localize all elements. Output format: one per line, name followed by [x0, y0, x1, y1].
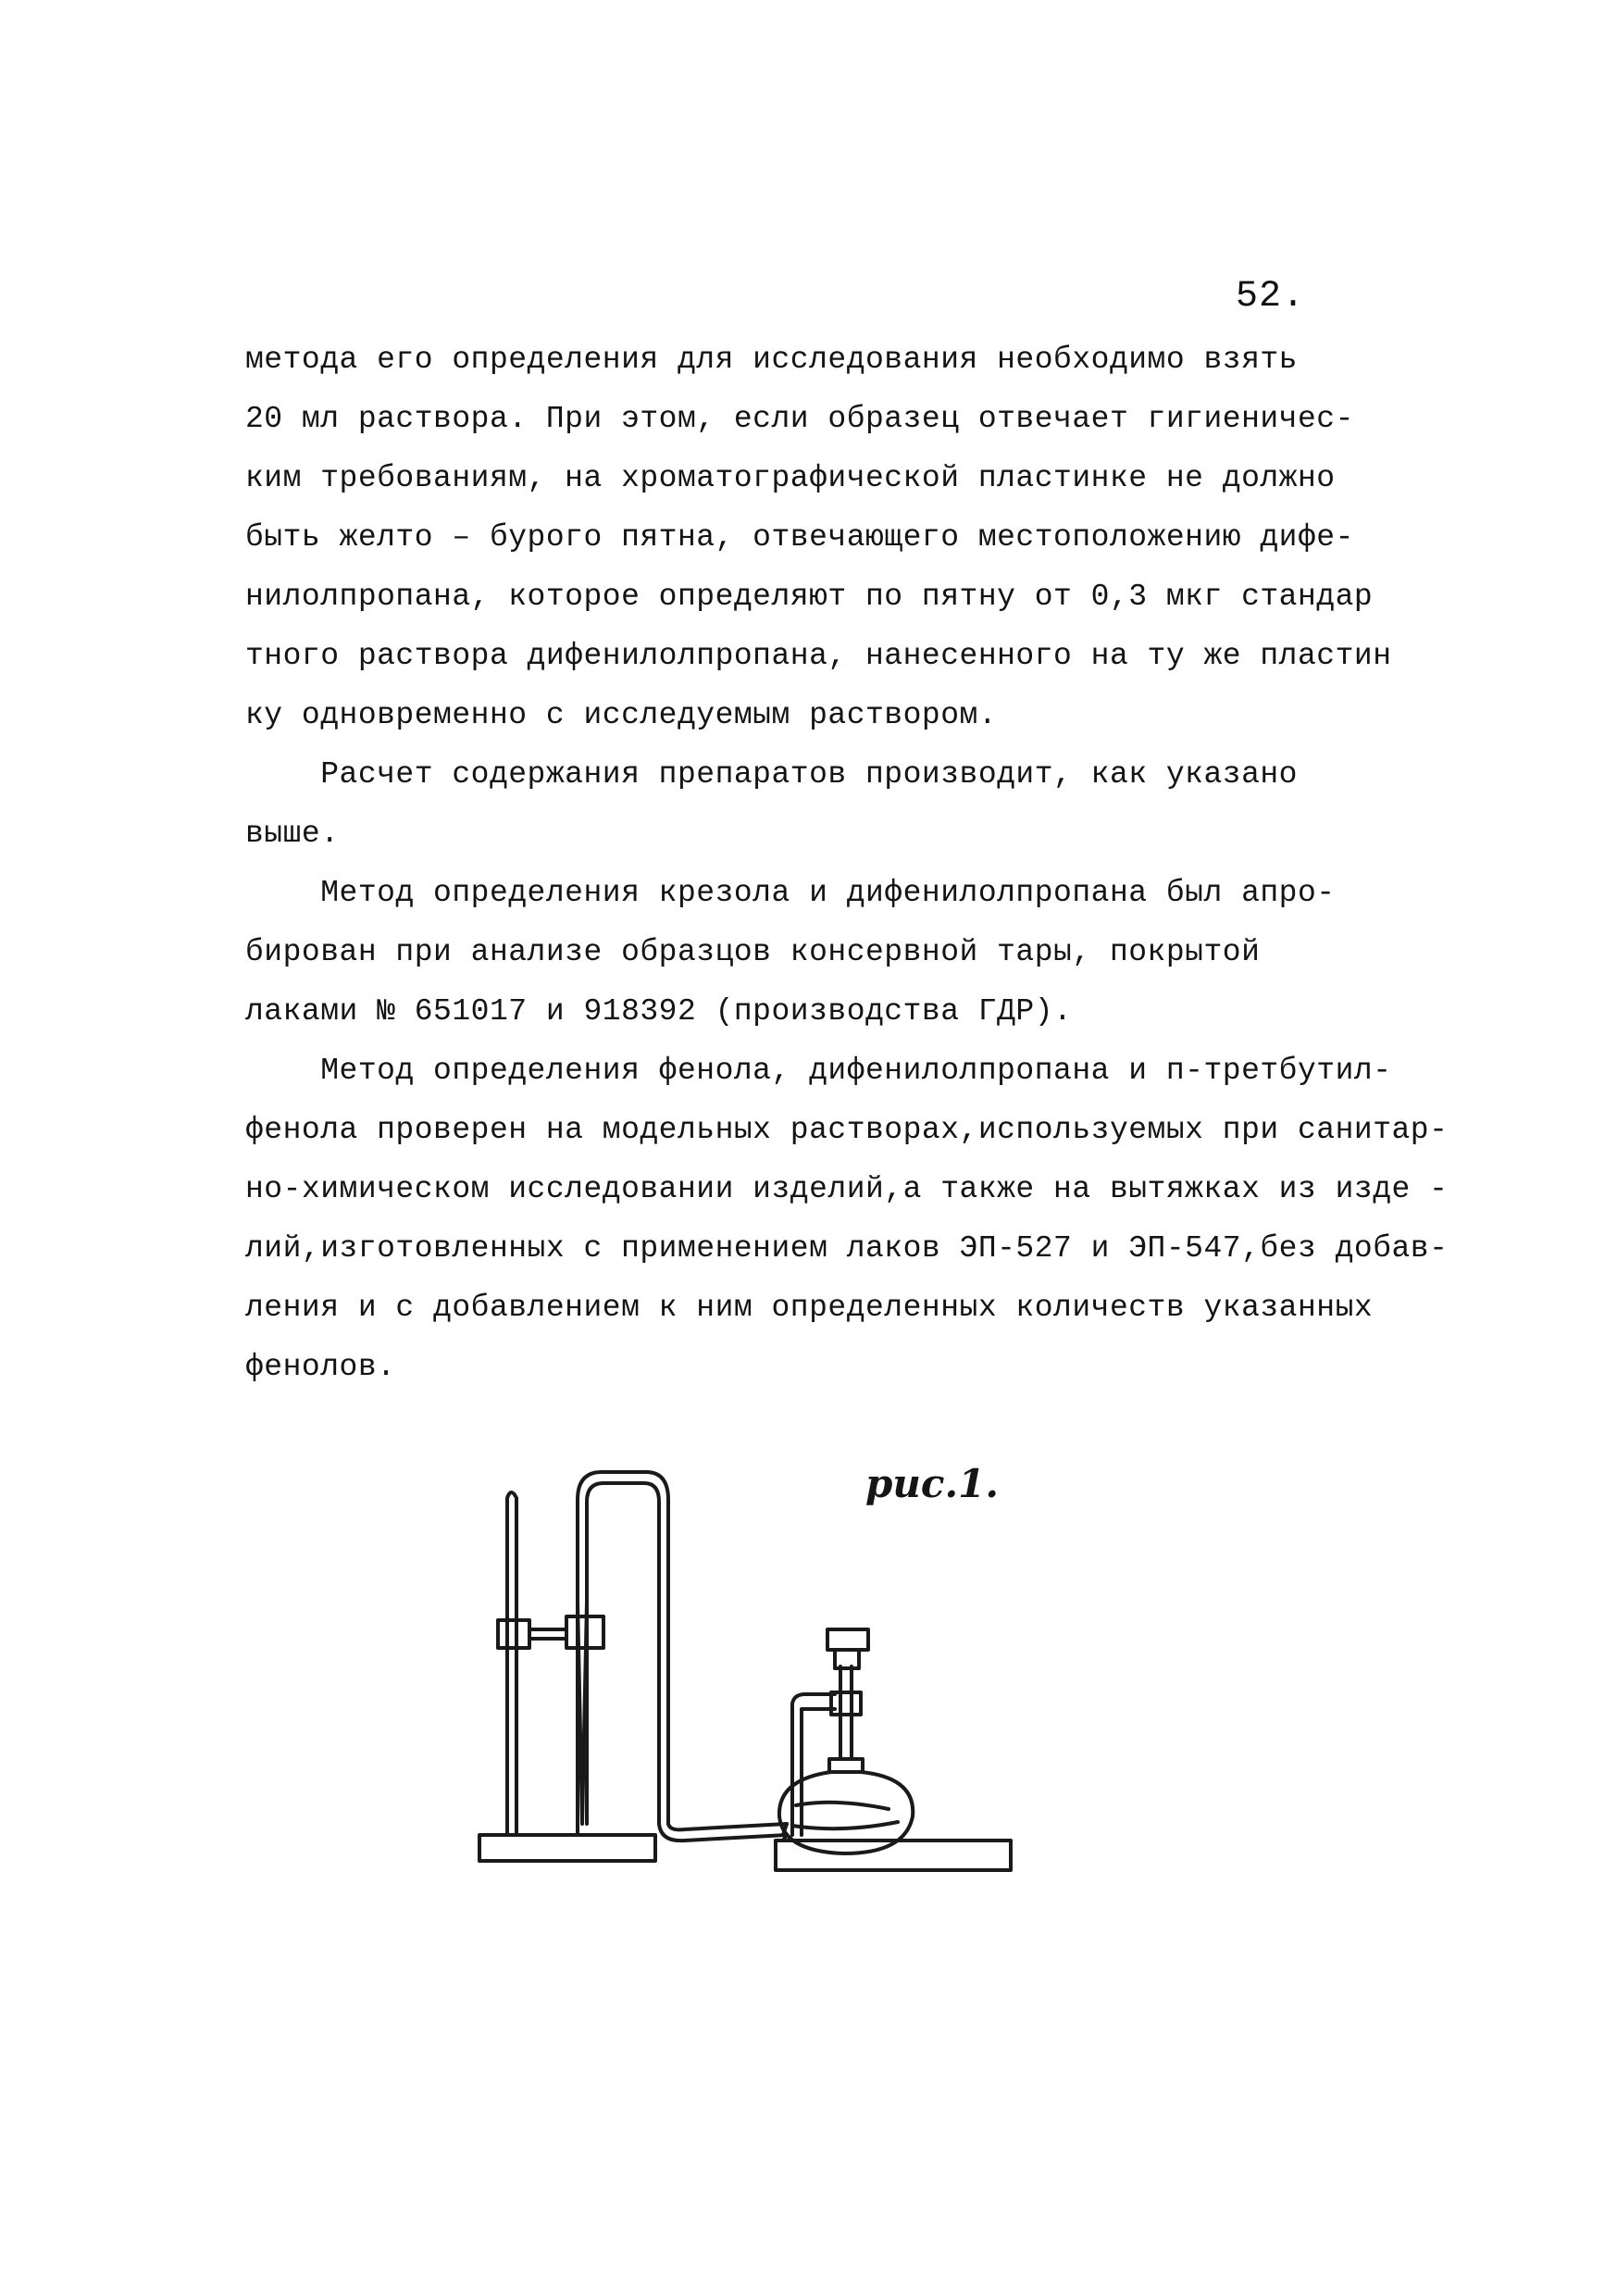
text-line: но-химическом исследовании изделий,а также на вытяжках из изде -: [245, 1172, 1449, 1206]
text-line: фенола проверен на модельных растворах,используемых при санитар-: [245, 1113, 1449, 1147]
text-line: фенолов.: [245, 1350, 396, 1384]
text-line: ку одновременно с исследуемым раствором.: [245, 698, 998, 732]
text-line: нилолпропана, которое определяют по пятну от 0,3 мкг стандар: [245, 580, 1374, 614]
text-line: выше.: [245, 817, 340, 851]
text-line: Метод определения крезола и дифенилолпропана был апро-: [245, 876, 1336, 910]
lab-apparatus-drawing-icon: [463, 1454, 1018, 1879]
text-line: быть желто – бурого пятна, отвечающего местоположению дифе-: [245, 520, 1354, 555]
text-line: лий,изготовленных с применением лаков ЭП-527 и ЭП-547,без добав-: [245, 1231, 1449, 1266]
page-number: 52.: [1236, 276, 1306, 318]
text-line: тного раствора дифенилолпропана, нанесенного на ту же пластин: [245, 639, 1392, 673]
text-line: бирован при анализе образцов консервной тары, покрытой: [245, 935, 1261, 969]
figure-label: рис.1.: [865, 1461, 999, 1506]
text-line: 20 мл раствора. При этом, если образец отвечает гигиеничес-: [245, 402, 1354, 436]
text-line: Расчет содержания препаратов производит, как указано: [245, 757, 1298, 792]
text-line: метода его определения для исследования необходимо взять: [245, 343, 1298, 377]
text-line: Метод определения фенола, дифенилолпропана и п-третбутил-: [245, 1054, 1392, 1088]
text-line: ким требованиям, на хроматографической пластинке не должно: [245, 461, 1336, 495]
text-line: ления и с добавлением к ним определенных количеств указанных: [245, 1291, 1374, 1325]
text-line: лаками № 651017 и 918392 (производства ГДР).: [245, 994, 1073, 1029]
